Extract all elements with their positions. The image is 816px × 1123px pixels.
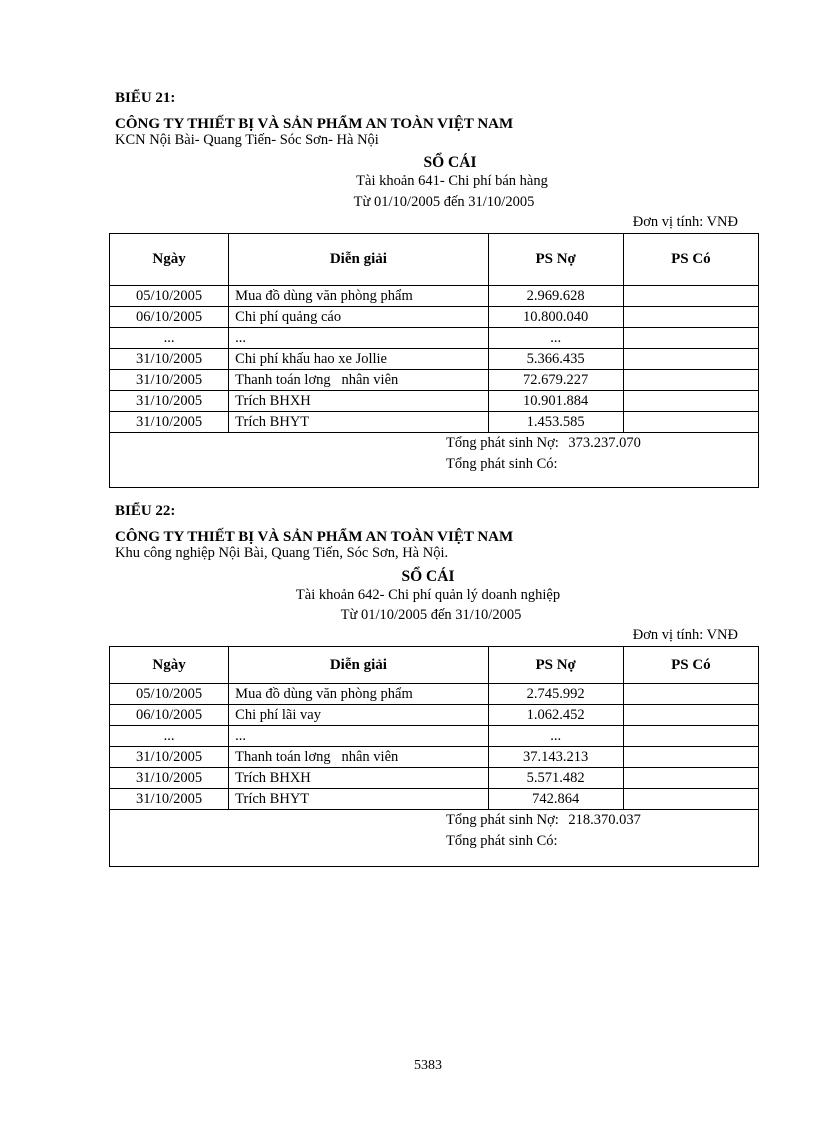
cell-debit: 5.571.482: [488, 768, 623, 789]
cell-description: Trích BHXH: [229, 768, 488, 789]
header-debit: PS Nợ: [488, 234, 623, 286]
total-debit-label: Tổng phát sinh Nợ:: [446, 435, 559, 451]
cell-date: 31/10/2005: [110, 349, 229, 370]
cell-date: ...: [110, 328, 229, 349]
cell-debit: 72.679.227: [488, 370, 623, 391]
cell-date: 31/10/2005: [110, 747, 229, 768]
cell-credit: [623, 391, 758, 412]
header-description: Diễn giải: [229, 647, 488, 684]
cell-debit: 10.800.040: [488, 307, 623, 328]
period: Từ 01/10/2005 đến 31/10/2005: [353, 194, 535, 210]
table-row: [110, 705, 759, 726]
cell-credit: [623, 328, 758, 349]
total-credit-label: Tổng phát sinh Có:: [446, 456, 558, 472]
header-description: Diễn giải: [229, 234, 488, 286]
cell-credit: [623, 370, 758, 391]
cell-description: Mua đồ dùng văn phòng phẩm: [229, 286, 488, 307]
period: Từ 01/10/2005 đến 31/10/2005: [340, 607, 522, 623]
cell-description: Thanh toán lơng nhân viên: [229, 370, 488, 391]
company-address: Khu công nghiệp Nội Bài, Quang Tiến, Sóc Sơn, Hà Nội.: [115, 545, 449, 561]
cell-credit: [623, 684, 758, 705]
cell-debit: ...: [488, 328, 623, 349]
cell-credit: [623, 412, 758, 433]
totals-row: [110, 433, 759, 488]
cell-debit: 2.969.628: [488, 286, 623, 307]
currency-unit: Đơn vị tính: VNĐ: [632, 627, 738, 643]
cell-debit: 37.143.213: [488, 747, 623, 768]
cell-description: ...: [229, 726, 488, 747]
table-row: [110, 307, 759, 328]
total-debit-value: 373.237.070: [568, 435, 641, 451]
table-row: [110, 412, 759, 433]
ledger-title: SỔ CÁI: [423, 154, 477, 171]
table-row: [110, 726, 759, 747]
ledger-table: [109, 233, 759, 488]
cell-debit: ...: [488, 726, 623, 747]
table-row: [110, 768, 759, 789]
table-row: [110, 328, 759, 349]
cell-debit: 1.062.452: [488, 705, 623, 726]
total-debit-value: 218.370.037: [568, 812, 641, 828]
total-debit: [116, 810, 752, 831]
cell-date: 31/10/2005: [110, 768, 229, 789]
account-name: Tài khoản 642- Chi phí quản lý doanh nghiệp: [295, 587, 561, 603]
cell-debit: 742.864: [488, 789, 623, 810]
cell-debit: 10.901.884: [488, 391, 623, 412]
section-label: BIỂU 22:: [115, 503, 176, 519]
company-name: CÔNG TY THIẾT BỊ VÀ SẢN PHẨM AN TOÀN VIỆT NAM: [115, 116, 514, 132]
cell-credit: [623, 789, 758, 810]
cell-credit: [623, 286, 758, 307]
company-address: KCN Nội Bài- Quang Tiến- Sóc Sơn- Hà Nội: [115, 132, 379, 148]
cell-credit: [623, 747, 758, 768]
cell-credit: [623, 349, 758, 370]
cell-description: Chi phí lãi vay: [229, 705, 488, 726]
cell-debit: 2.745.992: [488, 684, 623, 705]
cell-description: Trích BHXH: [229, 391, 488, 412]
cell-date: 31/10/2005: [110, 370, 229, 391]
total-debit: [116, 433, 752, 454]
header-date: Ngày: [110, 647, 229, 684]
cell-credit: [623, 768, 758, 789]
section-label: BIỂU 21:: [115, 90, 176, 106]
table-row: [110, 349, 759, 370]
cell-description: Chi phí quảng cáo: [229, 307, 488, 328]
table-row: [110, 391, 759, 412]
table-row: [110, 684, 759, 705]
cell-description: Thanh toán lơng nhân viên: [229, 747, 488, 768]
account-name: Tài khoản 641- Chi phí bán hàng: [356, 173, 548, 189]
total-debit-label: Tổng phát sinh Nợ:: [446, 812, 559, 828]
table-row: [110, 747, 759, 768]
company-name: CÔNG TY THIẾT BỊ VÀ SẢN PHẨM AN TOÀN VIỆT NAM: [115, 529, 514, 545]
table-row: [110, 286, 759, 307]
header-credit: PS Có: [623, 647, 758, 684]
cell-description: Mua đồ dùng văn phòng phẩm: [229, 684, 488, 705]
cell-date: 31/10/2005: [110, 391, 229, 412]
header-credit: PS Có: [623, 234, 758, 286]
cell-credit: [623, 726, 758, 747]
cell-credit: [623, 705, 758, 726]
cell-date: 05/10/2005: [110, 684, 229, 705]
cell-date: 06/10/2005: [110, 705, 229, 726]
cell-description: Trích BHYT: [229, 412, 488, 433]
totals-row: [110, 810, 759, 867]
cell-debit: 5.366.435: [488, 349, 623, 370]
total-credit: [116, 454, 752, 475]
cell-description: Trích BHYT: [229, 789, 488, 810]
ledger-title: SỔ CÁI: [401, 568, 455, 585]
total-credit-label: Tổng phát sinh Có:: [446, 833, 558, 849]
ledger-table: [109, 646, 759, 867]
cell-date: 31/10/2005: [110, 789, 229, 810]
cell-date: ...: [110, 726, 229, 747]
cell-date: 31/10/2005: [110, 412, 229, 433]
header-date: Ngày: [110, 234, 229, 286]
cell-debit: 1.453.585: [488, 412, 623, 433]
table-row: [110, 789, 759, 810]
header-debit: PS Nợ: [488, 647, 623, 684]
currency-unit: Đơn vị tính: VNĐ: [632, 214, 738, 230]
total-credit: [116, 831, 752, 852]
cell-date: 05/10/2005: [110, 286, 229, 307]
table-row: [110, 370, 759, 391]
cell-date: 06/10/2005: [110, 307, 229, 328]
cell-credit: [623, 307, 758, 328]
cell-description: Chi phí khấu hao xe Jollie: [229, 349, 488, 370]
cell-description: ...: [229, 328, 488, 349]
page-number: 5383: [414, 1058, 442, 1073]
